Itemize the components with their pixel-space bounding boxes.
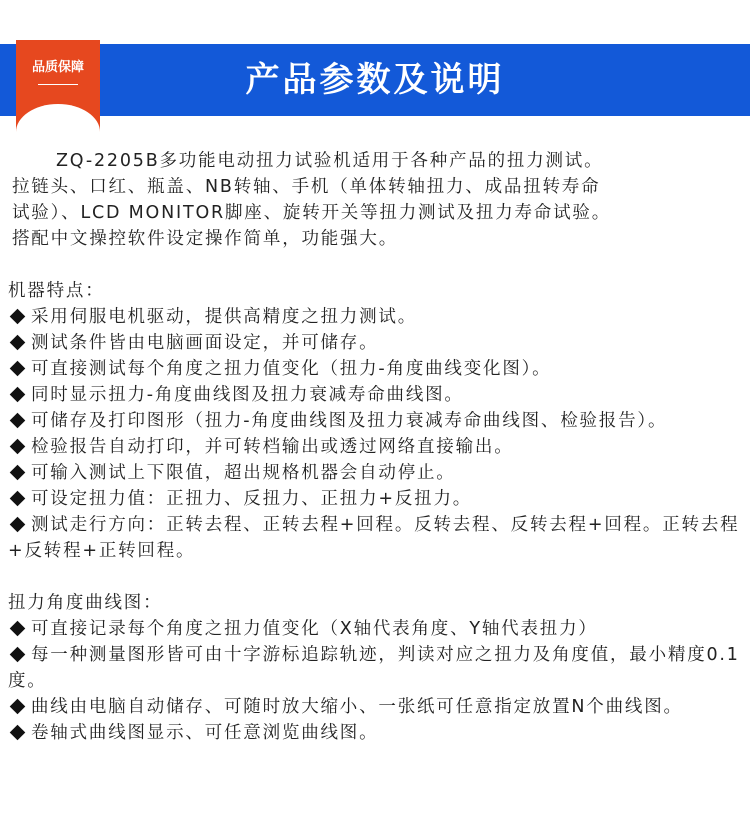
feature-item-text: 同时显示扭力-角度曲线图及扭力衰减寿命曲线图。 — [31, 385, 464, 405]
curves-heading: 扭力角度曲线图： — [8, 593, 163, 613]
feature-item-text: 检验报告自动打印，并可转档输出或透过网络直接输出。 — [31, 437, 514, 457]
diamond-bullet-icon — [10, 309, 26, 325]
badge-label: 品质保障 — [31, 60, 84, 75]
intro-line-1: ZQ-2205B多功能电动扭力试验机适用于各种产品的扭力测试。 — [56, 151, 604, 171]
diamond-bullet-icon — [10, 361, 26, 377]
diamond-bullet-icon — [10, 647, 26, 663]
curve-item-text: 每一种测量图形皆可由十字游标追踪轨迹，判读对应之扭力及角度值，最小精度0.1度。 — [8, 645, 740, 691]
diamond-bullet-icon — [10, 387, 26, 403]
feature-item-text: 可设定扭力值：正扭力、反扭力、正扭力+反扭力。 — [31, 489, 473, 509]
feature-item-text: 测试走行方向：正转去程、正转去程+回程。反转去程、反转去程+回程。正转去程+反转程+正转回程。 — [8, 515, 740, 561]
diamond-bullet-icon — [10, 491, 26, 507]
curve-item-text: 卷轴式曲线图显示、可任意浏览曲线图。 — [31, 723, 379, 743]
badge-underline — [38, 84, 78, 85]
curve-item — [8, 616, 744, 642]
section-spacer — [8, 252, 744, 278]
curve-item-text: 可直接记录每个角度之扭力值变化（X轴代表角度、Y轴代表扭力） — [31, 619, 598, 639]
feature-item-text: 采用伺服电机驱动，提供高精度之扭力测试。 — [31, 307, 417, 327]
content-body — [8, 148, 744, 746]
feature-item — [8, 330, 744, 356]
intro-line-2: 拉链头、口红、瓶盖、NB转轴、手机（单体转轴扭力、成品扭转寿命 — [12, 177, 601, 197]
diamond-bullet-icon — [10, 465, 26, 481]
diamond-bullet-icon — [10, 725, 26, 741]
feature-item-text: 可储存及打印图形（扭力-角度曲线图及扭力衰减寿命曲线图、检验报告）。 — [31, 411, 668, 431]
curve-item-text: 曲线由电脑自动储存、可随时放大缩小、一张纸可任意指定放置N个曲线图。 — [31, 697, 683, 717]
intro-line-4: 搭配中文操控软件设定操作简单，功能强大。 — [12, 229, 398, 249]
quality-badge — [16, 40, 100, 132]
page-title: 产品参数及说明 — [245, 60, 505, 100]
feature-item — [8, 486, 744, 512]
section-spacer — [8, 564, 744, 590]
feature-item — [8, 356, 744, 382]
diamond-bullet-icon — [10, 335, 26, 351]
feature-item — [8, 304, 744, 330]
feature-item-text: 可直接测试每个角度之扭力值变化（扭力-角度曲线变化图）。 — [31, 359, 552, 379]
diamond-bullet-icon — [10, 699, 26, 715]
diamond-bullet-icon — [10, 439, 26, 455]
diamond-bullet-icon — [10, 517, 26, 533]
header-band — [0, 44, 750, 116]
feature-item — [8, 460, 744, 486]
feature-item — [8, 512, 744, 564]
feature-item — [8, 408, 744, 434]
badge-notch — [16, 104, 100, 132]
diamond-bullet-icon — [10, 621, 26, 637]
feature-item-text: 可输入测试上下限值，超出规格机器会自动停止。 — [31, 463, 456, 483]
curve-item — [8, 694, 744, 720]
feature-item — [8, 382, 744, 408]
diamond-bullet-icon — [10, 413, 26, 429]
intro-line-3: 试验）、LCD MONITOR脚座、旋转开关等扭力测试及扭力寿命试验。 — [12, 203, 612, 223]
features-heading: 机器特点： — [8, 281, 105, 301]
curve-item — [8, 642, 744, 694]
feature-item-text: 测试条件皆由电脑画面设定，并可储存。 — [31, 333, 379, 353]
curve-item — [8, 720, 744, 746]
feature-item — [8, 434, 744, 460]
